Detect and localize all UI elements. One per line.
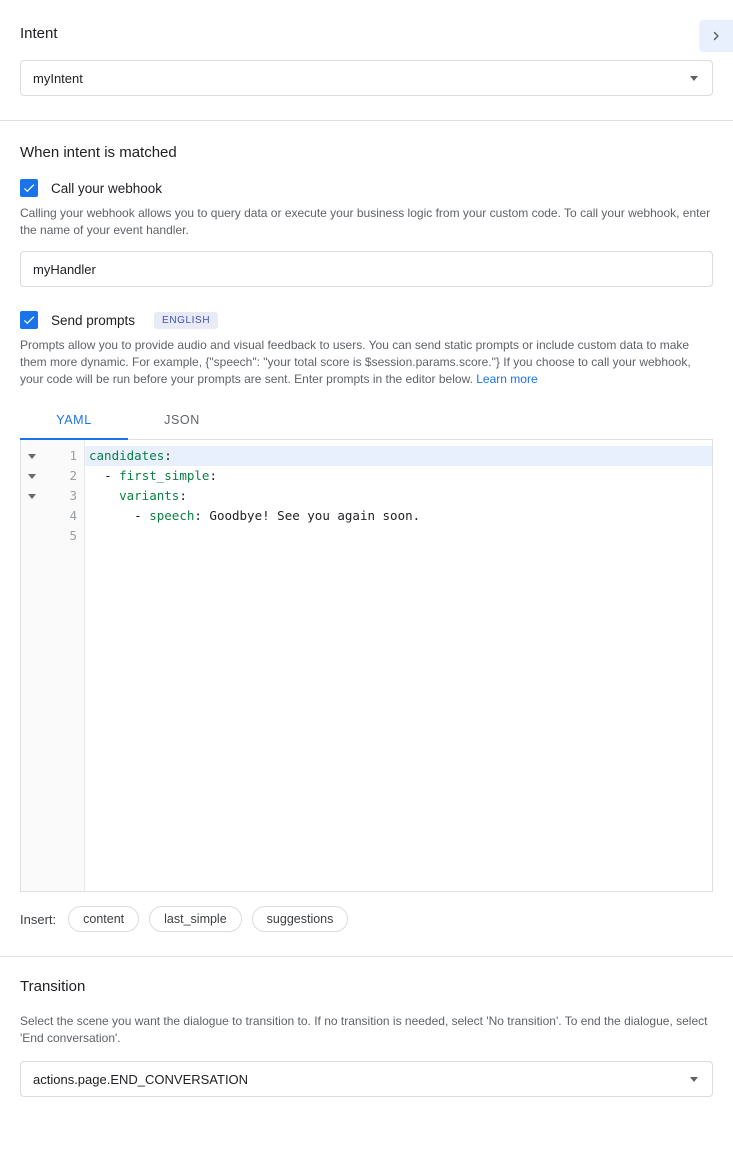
- code-line: [85, 446, 712, 466]
- editor-code-area[interactable]: [85, 440, 712, 891]
- check-icon: [22, 181, 36, 195]
- editor-line-numbers: [43, 440, 85, 891]
- fold-toggle-3[interactable]: [21, 486, 43, 506]
- transition-select-value: actions.page.END_CONVERSATION: [33, 1071, 249, 1087]
- code-colon: :: [179, 488, 187, 503]
- webhook-helper-text: Calling your webhook allows you to query data or execute your business logic from your custom code. To call your webhook, enter the name of your event handler.: [20, 206, 711, 237]
- transition-title: Transition: [20, 978, 86, 995]
- code-key: first_simple: [119, 468, 210, 483]
- transition-select[interactable]: [20, 1061, 713, 1097]
- code-indent: [89, 508, 134, 523]
- check-icon: [22, 313, 36, 327]
- code-indent: [89, 488, 119, 503]
- prompts-helper-body: Prompts allow you to provide audio and visual feedback to users. You can send static prompts or include custom data to make them more dynamic. For example, {"speech": "your total score is $session.params.score."} If you choose to call your webhook, your code will be run before your prompts are sent. Enter prompts in the editor below.: [20, 338, 691, 386]
- code-indent: [89, 468, 104, 483]
- chip-last-simple[interactable]: last_simple: [149, 906, 242, 932]
- call-webhook-label: Call your webhook: [51, 180, 163, 196]
- chip-suggestions[interactable]: suggestions: [252, 906, 349, 932]
- intent-select-value: myIntent: [33, 70, 83, 86]
- learn-more-link[interactable]: Learn more: [476, 372, 538, 386]
- prompt-code-editor[interactable]: [20, 440, 713, 892]
- chevron-right-glyph: [707, 27, 725, 45]
- line-number: 4: [69, 508, 77, 523]
- transition-section: [0, 957, 733, 1097]
- insert-chips-row: [20, 906, 713, 932]
- chevron-down-icon: [28, 474, 36, 479]
- code-colon: :: [194, 508, 202, 523]
- webhook-checkbox-row[interactable]: [20, 179, 713, 197]
- tab-yaml[interactable]: YAML: [20, 400, 128, 439]
- code-value: Goodbye! See you again soon.: [201, 508, 421, 523]
- send-prompts-checkbox-row[interactable]: [20, 311, 713, 329]
- line-number: 5: [69, 528, 77, 543]
- code-line: [85, 486, 712, 506]
- chevron-down-icon: [28, 494, 36, 499]
- event-handler-input[interactable]: [20, 251, 713, 287]
- code-colon: :: [164, 448, 172, 463]
- chip-content[interactable]: content: [68, 906, 139, 932]
- line-number: 3: [69, 488, 77, 503]
- code-key: speech: [149, 508, 195, 523]
- intent-matched-section: [0, 121, 733, 956]
- code-key: variants: [119, 488, 180, 503]
- language-badge: ENGLISH: [154, 312, 218, 329]
- matched-title: When intent is matched: [20, 144, 177, 161]
- code-key: candidates: [89, 448, 165, 463]
- prompts-helper-text: [20, 337, 713, 388]
- code-dash: -: [104, 468, 120, 483]
- intent-section: [0, 0, 733, 120]
- chevron-down-icon: [28, 454, 36, 459]
- code-line: [85, 466, 712, 486]
- fold-toggle-1[interactable]: [21, 446, 43, 466]
- chevron-right-icon[interactable]: [699, 20, 733, 52]
- editor-fold-column: [21, 440, 43, 891]
- fold-toggle-2[interactable]: [21, 466, 43, 486]
- intent-select[interactable]: [20, 60, 713, 96]
- page-title: Intent: [20, 25, 58, 42]
- code-colon: :: [209, 468, 217, 483]
- insert-label: Insert:: [20, 911, 57, 927]
- chevron-down-icon: [690, 76, 698, 81]
- line-number: 2: [69, 468, 77, 483]
- editor-tabs: [20, 400, 713, 440]
- code-dash: -: [134, 508, 150, 523]
- send-prompts-label: Send prompts: [51, 312, 136, 328]
- chevron-down-icon: [690, 1077, 698, 1082]
- code-line: [85, 526, 712, 546]
- transition-description: Select the scene you want the dialogue to transition to. If no transition is needed, select 'No transition'. To end the dialogue, select 'End conversation'.: [20, 1014, 708, 1045]
- tab-json[interactable]: JSON: [164, 412, 200, 427]
- line-number: 1: [69, 448, 77, 463]
- send-prompts-checkbox[interactable]: [20, 311, 38, 329]
- call-webhook-checkbox[interactable]: [20, 179, 38, 197]
- code-line: [85, 506, 712, 526]
